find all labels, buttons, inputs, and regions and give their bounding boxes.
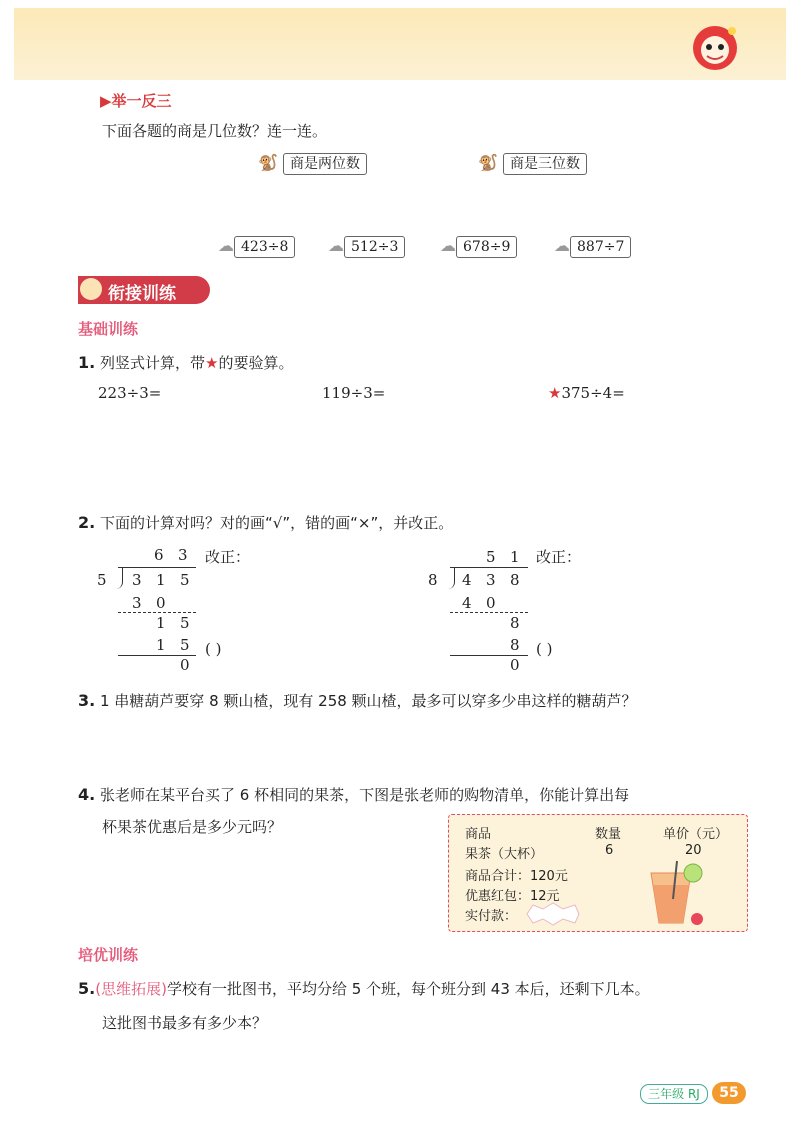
receipt-header-price: 单价（元） [663,827,729,842]
star-icon: ★ [548,384,562,402]
receipt-header-item: 商品 [465,827,492,842]
step-digit: 8 [510,614,520,632]
step-digit: 1 [156,614,166,632]
fruit-tea-icon [641,859,711,927]
dividend-digit: 3 [486,571,496,589]
price-burst-icon [523,901,583,927]
answer-paren[interactable]: ( ) [536,640,553,658]
target-two-digit[interactable]: 🐒 商是两位数 [258,153,367,173]
q5-number: 5. [78,979,96,998]
division-card-1[interactable]: ☁ 423÷8 [218,236,295,255]
peach-icon: ☁ [218,236,234,255]
division-card-2[interactable]: ☁ 512÷3 [328,236,405,255]
q5-line1: 5.(思维拓展)学校有一批图书，平均分给 5 个班，每个班分到 43 本后，还剩下几本。 [78,979,650,998]
q4-line2: 杯果茶优惠后是多少元吗？ [102,818,283,836]
q1-text: 1. 列竖式计算，带★的要验算。 [78,353,294,372]
receipt-item: 果茶（大杯） [465,847,544,862]
peach-icon: ☁ [554,236,570,255]
quotient-digit: 5 [486,548,496,566]
example-section-title: ▶举一反三 [100,92,172,110]
step-digit: 1 [156,636,166,654]
peach-icon: ☁ [328,236,344,255]
q5-tag: (思维拓展) [95,980,167,998]
division-bar [450,567,528,568]
step-digit: 4 [462,594,472,612]
basic-training-title: 基础训练 [78,320,139,338]
target-three-digit[interactable]: 🐒 商是三位数 [478,153,587,173]
step-digit: 5 [180,614,190,632]
step-digit: 0 [486,594,496,612]
q2-number: 2. [78,513,96,532]
shopping-receipt [448,814,748,932]
q3-text: 3. 1 串糖葫芦要穿 8 颗山楂，现有 258 颗山楂，最多可以穿多少串这样的糖葫芦？ [78,691,637,710]
correct-label: 改正： [205,548,251,566]
q4-line1: 4. 张老师在某平台买了 6 杯相同的果茶，下图是张老师的购物清单，你能计算出每 [78,785,630,804]
division-line [450,612,528,613]
grade-label: 三年级 RJ [640,1084,708,1104]
receipt-coupon: 优惠红包：12元 [465,889,560,904]
play-icon: ▶ [100,92,112,110]
q1-problem-1: 223÷3= [98,384,162,402]
q1-problem-2: 119÷3= [322,384,386,402]
receipt-price: 20 [685,843,702,858]
dividend-digit: 1 [156,571,166,589]
divisor: 8 [428,571,438,589]
q4-number: 4. [78,785,96,804]
q1-problem-3: ★375÷4= [548,384,625,402]
star-icon: ★ [205,354,219,372]
division-bracket [448,567,455,589]
step-digit: 5 [180,636,190,654]
step-digit: 3 [132,594,142,612]
example-prompt: 下面各题的商是几位数？连一连。 [102,122,328,140]
receipt-total: 商品合计：120元 [465,869,568,884]
remainder: 0 [180,656,190,674]
page-number: 55 [712,1082,746,1104]
peach-icon: ☁ [440,236,456,255]
quotient-digit: 1 [510,548,520,566]
answer-paren[interactable]: ( ) [205,640,222,658]
receipt-paid: 实付款： [465,909,518,924]
divisor: 5 [97,571,107,589]
q5-line2: 这批图书最多有多少本？ [102,1014,268,1032]
monkey-icon: 🐒 [258,153,278,172]
division-card-4[interactable]: ☁ 887÷7 [554,236,631,255]
step-digit: 0 [156,594,166,612]
division-line [450,655,528,656]
dividend-digit: 5 [180,571,190,589]
quotient-digit: 6 [154,546,164,564]
dividend-digit: 4 [462,571,472,589]
correct-label: 改正： [536,548,582,566]
remainder: 0 [510,656,520,674]
dividend-digit: 8 [510,571,520,589]
step-digit: 8 [510,636,520,654]
monkey-icon: 🐒 [478,153,498,172]
quotient-digit: 3 [178,546,188,564]
q1-number: 1. [78,353,96,372]
dividend-digit: 3 [132,571,142,589]
advanced-training-title: 培优训练 [78,946,139,964]
q3-number: 3. [78,691,96,710]
receipt-qty: 6 [605,843,614,858]
banner-title: 衔接训练 [108,284,176,304]
division-card-3[interactable]: ☁ 678÷9 [440,236,517,255]
receipt-header-qty: 数量 [595,827,622,842]
q2-text: 2. 下面的计算对吗？对的画“√”，错的画“×”，并改正。 [78,513,454,532]
